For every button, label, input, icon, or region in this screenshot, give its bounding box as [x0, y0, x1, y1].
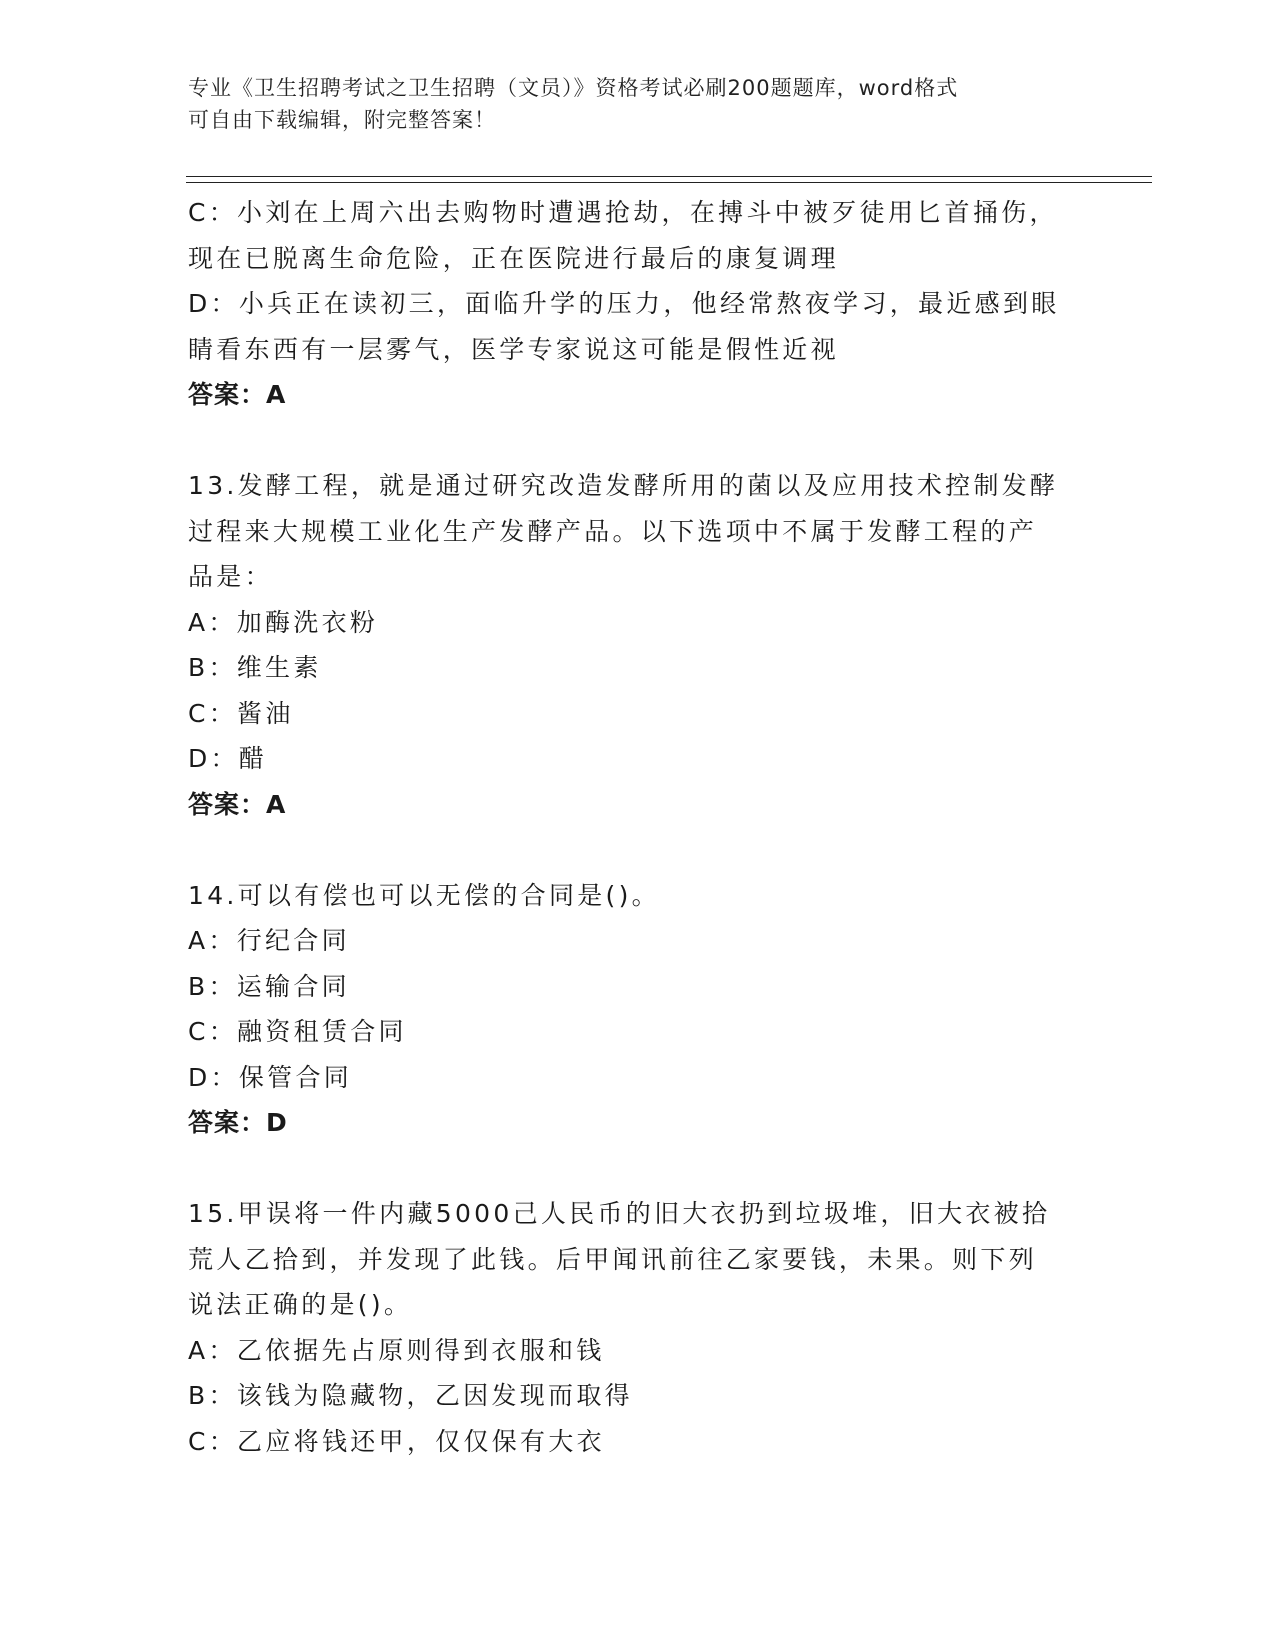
q15-stem-line-2: 荒人乙拾到，并发现了此钱。后甲闻讯前往乙家要钱，未果。则下列 — [188, 1244, 1038, 1274]
q15-stem-line-3: 说法正确的是()。 — [188, 1290, 413, 1319]
q13-stem-line-3: 品是： — [188, 562, 273, 591]
q14-option-c: C：融资租赁合同 — [188, 1017, 407, 1046]
question-content — [188, 190, 1088, 1464]
spacer — [188, 1146, 1088, 1192]
q14-option-a: A：行纪合同 — [188, 926, 350, 955]
q12-option-c-line-1: C：小刘在上周六出去购物时遭遇抢劫，在搏斗中被歹徒用匕首捅伤， — [188, 198, 1058, 227]
q13-answer: 答案：A — [188, 789, 287, 819]
spacer — [188, 827, 1088, 873]
header-title-line-1: 专业《卫生招聘考试之卫生招聘（文员）》资格考试必刷200题题库，word格式 — [188, 76, 959, 100]
q15-option-a: A：乙依据先占原则得到衣服和钱 — [188, 1335, 605, 1365]
header-title-line-2: 可自由下载编辑，附完整答案！ — [188, 108, 496, 132]
q14-option-b: B：运输合同 — [188, 971, 350, 1001]
q13-stem-line-1: 13.发酵工程，就是通过研究改造发酵所用的菌以及应用技术控制发酵 — [188, 471, 1059, 500]
q13-option-b: B：维生素 — [188, 653, 322, 682]
question-13 — [188, 463, 1088, 827]
q12-option-c-line-2: 现在已脱离生命危险，正在医院进行最后的康复调理 — [188, 243, 839, 273]
q13-stem-line-2: 过程来大规模工业化生产发酵产品。以下选项中不属于发酵工程的产 — [188, 516, 1038, 546]
q12-option-d-line-2: 睛看东西有一层雾气，医学专家说这可能是假性近视 — [188, 334, 839, 364]
q14-stem: 14.可以有偿也可以无偿的合同是()。 — [188, 880, 660, 910]
q15-option-c: C：乙应将钱还甲，仅仅保有大衣 — [188, 1426, 605, 1456]
q12-answer: 答案：A — [188, 380, 287, 409]
q13-option-d: D：醋 — [188, 744, 268, 773]
question-12 — [188, 190, 1088, 418]
header-divider-top — [186, 176, 1152, 177]
question-14 — [188, 873, 1088, 1146]
header-divider-bottom — [186, 182, 1152, 183]
q15-stem-line-1: 15.甲误将一件内藏5000己人民币的旧大衣扔到垃圾堆，旧大衣被拾 — [188, 1199, 1051, 1228]
q13-option-c: C：酱油 — [188, 698, 294, 728]
q14-option-d: D：保管合同 — [188, 1062, 353, 1092]
question-15 — [188, 1191, 1088, 1464]
document-header — [188, 72, 1068, 136]
q13-option-a: A：加酶洗衣粉 — [188, 607, 379, 637]
spacer — [188, 418, 1088, 464]
q12-option-d-line-1: D：小兵正在读初三，面临升学的压力，他经常熬夜学习，最近感到眼 — [188, 289, 1060, 318]
q14-answer: 答案：D — [188, 1108, 288, 1137]
q15-option-b: B：该钱为隐藏物，乙因发现而取得 — [188, 1381, 633, 1410]
